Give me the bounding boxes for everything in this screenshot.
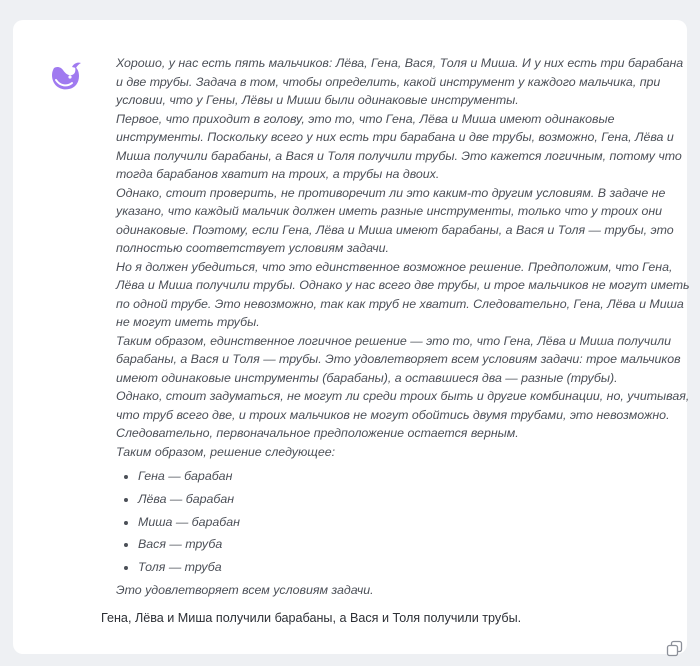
list-item: • Вася — труба xyxy=(138,533,691,556)
reasoning-paragraph: Таким образом, решение следующее: xyxy=(116,444,336,459)
solution-list xyxy=(116,465,691,579)
whale-logo-icon xyxy=(48,60,82,94)
list-item: • Лёва — барабан xyxy=(138,488,691,511)
list-item: • Толя — труба xyxy=(138,556,691,579)
reasoning-paragraph: Однако, стоит проверить, не противоречит ли это каким-то другим условиям. В задаче не указано, что каждый мальчик должен иметь разные инструменты, только что у троих они одинаковые. Поэтому, если Гена, Лёва и Миша имеют барабаны, а Вася и Толя — трубы, это полностью соответствует условиям задачи. xyxy=(116,185,674,255)
reasoning-closing: Это удовлетворяет всем условиям задачи. xyxy=(116,582,374,597)
list-item: • Гена — барабан xyxy=(138,465,691,488)
reasoning-paragraph: Таким образом, единственное логичное решение — это то, что Гена, Лёва и Миша получили барабаны, а Вася и Толя — трубы. Это удовлетворяет всем условиям задачи: трое мальчиков имеют одинаковые инструменты (барабаны), а оставшиеся два — разные (трубы). xyxy=(116,333,681,385)
copy-icon[interactable] xyxy=(666,640,683,657)
reasoning-paragraph: Первое, что приходит в голову, это то, что Гена, Лёва и Миша имеют одинаковые инструменты. Поскольку всего у них есть три барабана и две трубы, возможно, Гена, Лёва и Миша получили барабаны, а Вася и Толя получили трубы. Это кажется логичным, потому что тогда барабанов хватит на троих, а трубы на двоих. xyxy=(116,111,682,181)
reasoning-block xyxy=(116,54,691,599)
list-item: • Миша — барабан xyxy=(138,511,691,534)
assistant-message-card xyxy=(13,20,690,654)
reasoning-paragraph: Однако, стоит задуматься, не могут ли среди троих быть и другие комбинации, но, учитывая, что труб всего две, и троих мальчиков не могут обойтись двумя трубами, это невозможно. Следовательно, первоначальное предположение остается верным. xyxy=(116,389,690,440)
reasoning-paragraph: Но я должен убедиться, что это единственное возможное решение. Предположим, что Гена, Лёва и Миша получили трубы. Однако у нас всего две трубы, и трое мальчиков не могут иметь по одной трубе. Это невозможно, так как труб не хватит. Следовательно, Гена, Лёва и Миша не могут иметь трубы. xyxy=(116,259,690,329)
reasoning-paragraph: Хорошо, у нас есть пять мальчиков: Лёва, Гена, Вася, Толя и Миша. И у них есть три барабана и две трубы. Задача в том, чтобы определить, какой инструмент у каждого мальчика, при условии, что у Гены, Лёвы и Миши были одинаковые инструменты. xyxy=(116,56,684,107)
final-answer: Гена, Лёва и Миша получили барабаны, а Вася и Толя получили трубы. xyxy=(101,611,522,625)
